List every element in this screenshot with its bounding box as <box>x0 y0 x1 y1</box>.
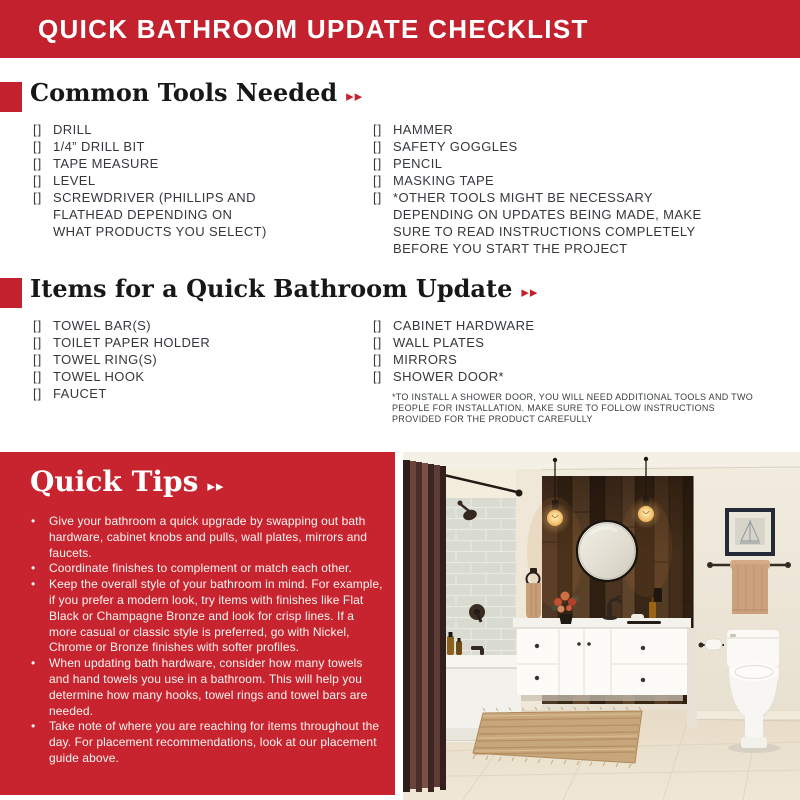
checklist-item <box>373 368 733 385</box>
double-arrow-icon: ▸▸ <box>207 477 225 495</box>
item-label: SCREWDRIVER (PHILLIPS AND FLATHEAD DEPENDING ON WHAT PRODUCTS YOU SELECT) <box>53 190 267 239</box>
section-marker-items <box>0 278 22 308</box>
light-switch <box>654 588 662 602</box>
bathroom-photo <box>403 452 800 800</box>
checklist-item <box>33 351 283 368</box>
tip-text: When updating bath hardware, consider how many towels and hand towels you use in a bathroom. This will help you determine how many hooks, towel rings and towel bars are needed. <box>49 656 368 718</box>
tip-item <box>31 561 383 577</box>
quick-tips-panel <box>0 452 395 795</box>
item-label: TAPE MEASURE <box>53 156 159 171</box>
checkbox-icon: [] <box>33 352 43 367</box>
round-mirror <box>577 521 637 581</box>
bullet-icon: • <box>31 719 36 734</box>
tip-text: Keep the overall style of your bathroom in mind. For example, if you prefer a modern look, try items with finishes like Flat Black or Champagne Bronze and look for crisp lines. If a more casual or classic style is preferred, go with Nickel, Chrome or Bronze finishes with softer profiles. <box>49 577 383 655</box>
ceiling <box>403 452 800 469</box>
checkbox-icon: [] <box>373 156 383 171</box>
checklist-item <box>33 172 268 189</box>
shower-door-footnote: *TO INSTALL A SHOWER DOOR, YOU WILL NEED ADDITIONAL TOOLS AND TWO PEOPLE FOR INSTALLATION. MAKE SURE TO FOLLOW INSTRUCTIONS PROVIDED FOR THE PRODUCT CAREFULLY <box>392 392 754 424</box>
hand-towel <box>730 560 770 614</box>
checklist-item <box>373 189 733 257</box>
tip-text: Give your bathroom a quick upgrade by swapping out bath hardware, cabinet knobs and pulls, wall plates, mirrors and faucets. <box>49 514 368 560</box>
double-arrow-icon: ▸▸ <box>346 87 364 105</box>
item-label: HAMMER <box>393 122 454 137</box>
item-label: LEVEL <box>53 173 96 188</box>
checklist-item <box>33 368 283 385</box>
item-label: TOWEL RING(S) <box>53 352 158 367</box>
checklist-item <box>33 317 283 334</box>
tools-heading-text: Common Tools Needed <box>30 78 338 107</box>
checkbox-icon: [] <box>373 318 383 333</box>
checkbox-icon: [] <box>33 173 43 188</box>
bullet-icon: • <box>31 656 36 671</box>
checkbox-icon: [] <box>373 139 383 154</box>
tip-item <box>31 656 383 719</box>
bullet-icon: • <box>31 577 36 592</box>
shower-curtain <box>403 460 446 792</box>
checkbox-icon: [] <box>33 139 43 154</box>
checkbox-icon: [] <box>33 335 43 350</box>
tips-list <box>31 514 383 767</box>
tips-heading-text: Quick Tips <box>30 465 199 498</box>
title-banner <box>0 0 800 58</box>
checklist-item <box>33 155 268 172</box>
checklist-item <box>373 121 733 138</box>
tip-item <box>31 514 383 561</box>
item-label: TOWEL HOOK <box>53 369 145 384</box>
tools-checklist-left <box>33 121 268 240</box>
checklist-item <box>373 138 733 155</box>
items-section-title <box>30 274 538 303</box>
item-label: MASKING TAPE <box>393 173 495 188</box>
item-label: SAFETY GOGGLES <box>393 139 518 154</box>
checkbox-icon: [] <box>373 190 383 205</box>
item-label: FAUCET <box>53 386 107 401</box>
items-checklist-right <box>373 317 733 385</box>
ring-hand-towel <box>526 583 541 619</box>
checklist-item <box>373 317 733 334</box>
checklist-item <box>373 172 733 189</box>
checklist-item <box>373 155 733 172</box>
item-label: CABINET HARDWARE <box>393 318 535 333</box>
checkbox-icon: [] <box>373 369 383 384</box>
checklist-item <box>373 334 733 351</box>
checkbox-icon: [] <box>33 122 43 137</box>
checklist-item <box>33 121 268 138</box>
items-heading-text: Items for a Quick Bathroom Update <box>30 274 513 303</box>
checklist-item <box>33 189 268 240</box>
tip-text: Coordinate finishes to complement or match each other. <box>49 561 352 576</box>
checklist-item <box>33 138 268 155</box>
checkbox-icon: [] <box>373 173 383 188</box>
checkbox-icon: [] <box>373 335 383 350</box>
checkbox-icon: [] <box>33 369 43 384</box>
item-label: TOILET PAPER HOLDER <box>53 335 211 350</box>
item-label: 1/4” DRILL BIT <box>53 139 145 154</box>
item-label: TOWEL BAR(S) <box>53 318 151 333</box>
bullet-icon: • <box>31 514 36 528</box>
tip-text: Take note of where you are reaching for items throughout the day. For placement recommendations, look at our placement guide above. <box>49 719 380 765</box>
item-label: SHOWER DOOR* <box>393 369 504 384</box>
section-marker-tools <box>0 82 22 112</box>
double-arrow-icon: ▸▸ <box>521 283 539 301</box>
tools-checklist-right <box>373 121 733 257</box>
checklist-item <box>33 385 283 402</box>
checkbox-icon: [] <box>373 122 383 137</box>
checkbox-icon: [] <box>33 386 43 401</box>
bullet-icon: • <box>31 561 36 576</box>
item-label: *OTHER TOOLS MIGHT BE NECESSARY DEPENDING ON UPDATES BEING MADE, MAKE SURE TO READ INSTRUCTIONS COMPLETELY BEFORE YOU START THE PROJECT <box>393 190 702 256</box>
checkbox-icon: [] <box>33 318 43 333</box>
wall-frame <box>725 508 775 556</box>
item-label: WALL PLATES <box>393 335 485 350</box>
page-title: QUICK BATHROOM UPDATE CHECKLIST <box>38 13 589 44</box>
item-label: DRILL <box>53 122 92 137</box>
tip-item <box>31 719 383 766</box>
tip-item <box>31 577 383 656</box>
checklist-item <box>373 351 733 368</box>
tips-section-title <box>30 465 224 498</box>
item-label: PENCIL <box>393 156 443 171</box>
item-label: MIRRORS <box>393 352 458 367</box>
checklist-item <box>33 334 283 351</box>
tools-section-title <box>30 78 363 107</box>
checkbox-icon: [] <box>33 156 43 171</box>
checkbox-icon: [] <box>373 352 383 367</box>
checkbox-icon: [] <box>33 190 43 205</box>
items-checklist-left <box>33 317 283 402</box>
